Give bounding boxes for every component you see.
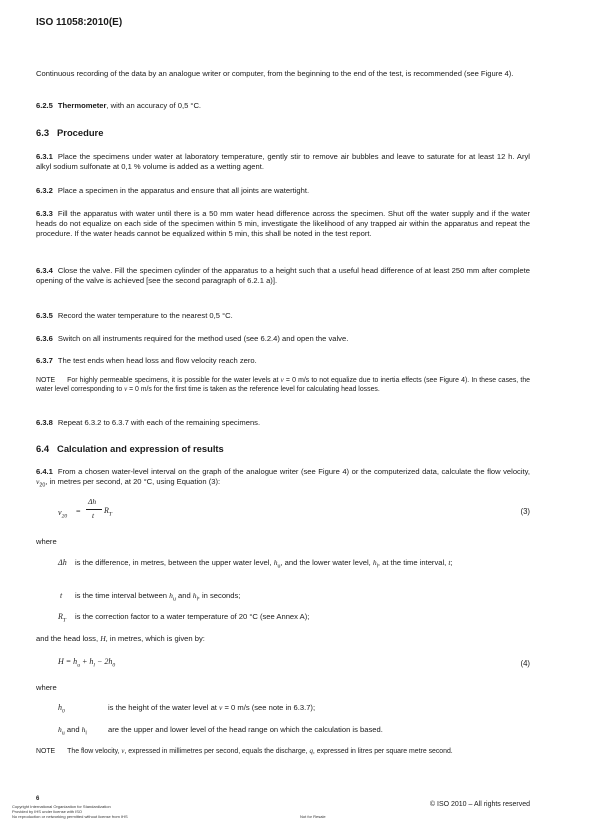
def-text-h0: is the height of the water level at v = 0 m/s (see note in 6.3.7);	[108, 703, 316, 712]
section-number: 6.3	[36, 127, 50, 138]
def-symbol-t: t	[60, 591, 63, 600]
clause-6-3-7	[36, 356, 530, 366]
clause-text: Place the specimens under water at laboratory temperature, gently stir to remove air bubbles and leave to saturate for at least 12 h. Aryl alkyl sodium sulfonate at 0,1 % volume is added as a wetting agent.	[36, 152, 530, 172]
note-label: NOTE	[36, 748, 56, 755]
footer-license: Copyright International Organization for Standardization Provided by IHS under license with ISO No reproduction or networking permitted without license from IHS	[12, 804, 128, 819]
clause-number: 6.4.1	[36, 467, 53, 476]
def-symbol-hu-hl: $h_u$ and $h_l$	[58, 725, 87, 737]
note-6-3-7	[36, 376, 530, 394]
equation-number-4: (4)	[520, 659, 530, 668]
def-symbol-rt: $R_T$	[58, 612, 67, 624]
clause-number: 6.3.6	[36, 334, 53, 343]
section-heading-6-4	[36, 443, 224, 454]
where-label-1: where	[36, 537, 57, 546]
note-label: NOTE	[36, 377, 56, 384]
eq3-denominator: t	[92, 511, 95, 520]
def-text-rt: is the correction factor to a water temperature of 20 °C (see Annex A);	[75, 612, 310, 621]
section-number: 6.4	[36, 443, 50, 454]
clause-6-4-1	[36, 467, 530, 491]
clause-number: 6.3.7	[36, 356, 53, 365]
clause-6-3-6	[36, 334, 530, 344]
clause-number: 6.3.3	[36, 209, 53, 218]
clause-text: The test ends when head loss and flow velocity reach zero.	[57, 356, 257, 365]
clause-text: From a chosen water-level interval on the graph of the analogue writer (see Figure 4) or the computerized data, calculate the flow velocity,	[57, 467, 530, 476]
clause-text: Place a specimen in the apparatus and ensure that all joints are watertight.	[57, 186, 310, 195]
clause-term: Thermometer	[57, 101, 107, 110]
headloss-paragraph: and the head loss, H, in metres, which is given by:	[36, 634, 205, 643]
section-title: Procedure	[57, 127, 104, 138]
def-text-hu-hl: are the upper and lower level of the head range on which the calculation is based.	[108, 725, 383, 734]
clause-number: 6.3.2	[36, 186, 53, 195]
section-heading-6-3	[36, 127, 103, 138]
eq3-equals: =	[76, 507, 81, 516]
clause-6-3-1	[36, 152, 530, 172]
clause-number: 6.2.5	[36, 101, 53, 110]
footer-copyright: © ISO 2010 – All rights reserved	[429, 801, 530, 808]
eq3-lhs: $v_{20}$	[58, 508, 68, 520]
clause-6-2-5	[36, 101, 530, 111]
clause-number: 6.3.4	[36, 266, 53, 275]
where-label-2: where	[36, 683, 57, 692]
clause-text: Fill the apparatus with water until there is a 50 mm water head difference across the specimen. Shut off the water supply and if the water heads do not equalize on each side of the specimen within 5 min, investigate the likelihood of any trapped air within the apparatus and repeat the procedure. If the water heads cannot be equalized within 5 min, this shall be noted in the test report.	[36, 209, 530, 239]
symbol-v: v	[36, 477, 40, 487]
page-number: 6	[36, 796, 40, 802]
clause-text: Repeat 6.3.2 to 6.3.7 with each of the remaining specimens.	[57, 418, 261, 427]
footer-not-for-resale: Not for Resale	[300, 814, 326, 819]
note-text: = 0 m/s to not equalize due to inertia effects (see Figure 4). In these cases, the water level corresponding to	[36, 377, 530, 393]
eq3-fraction-bar	[86, 509, 102, 510]
eq3-rt: $R_T$	[104, 506, 113, 518]
note-flow-velocity: NOTE The flow velocity, v, expressed in millimetres per second, equals the discharge, q, expressed in litres per square metre second.	[36, 748, 453, 755]
clause-6-3-3	[36, 209, 530, 240]
clause-number: 6.3.1	[36, 152, 53, 161]
document-header: ISO 11058:2010(E)	[36, 17, 123, 28]
clause-6-3-2	[36, 186, 530, 196]
clause-text: , with an accuracy of 0,5 °C.	[106, 101, 202, 110]
clause-6-3-8	[36, 418, 530, 428]
subscript: 20	[39, 482, 46, 489]
clause-text: Switch on all instruments required for the method used (see 6.2.4) and open the valve.	[57, 334, 349, 343]
note-text: For highly permeable specimens, it is possible for the water levels at	[67, 377, 281, 384]
equation-number-3: (3)	[520, 507, 530, 516]
note-text: = 0 m/s for the first time is taken as the reference level for calculating head losses.	[127, 386, 380, 393]
clause-text: , in metres per second, at 20 °C, using Equation (3):	[45, 477, 221, 487]
clause-6-3-5	[36, 311, 530, 321]
section-title: Calculation and expression of results	[57, 443, 224, 454]
def-text-delta-h: is the difference, in metres, between the upper water level, $h_u$, and the lower water level, $h_l$, at the time interval, t;	[75, 558, 453, 570]
def-symbol-h0: $h_0$	[58, 703, 65, 715]
clause-text: Close the valve. Fill the specimen cylinder of the apparatus to a height such that a useful head difference of at least 250 mm after complete opening of the valve is achieved [see the second paragraph of 6.2.1 a)].	[36, 266, 530, 286]
eq3-numerator: Δh	[88, 497, 97, 506]
clause-text: Record the water temperature to the nearest 0,5 °C.	[57, 311, 233, 320]
def-text-t: is the time interval between $h_u$ and $h_l$, in seconds;	[75, 591, 241, 603]
eq4-expression: $H = h_u + h_l - 2h_0$	[58, 657, 116, 669]
intro-paragraph: Continuous recording of the data by an analogue writer or computer, from the beginning to the end of the test, is recommended (see Figure 4).	[36, 69, 514, 78]
clause-6-3-4	[36, 266, 530, 286]
def-symbol-delta-h: Δh	[58, 558, 67, 567]
symbol-v: v	[280, 377, 284, 384]
clause-number: 6.3.5	[36, 311, 53, 320]
clause-number: 6.3.8	[36, 418, 53, 427]
symbol-v: v	[124, 386, 128, 393]
